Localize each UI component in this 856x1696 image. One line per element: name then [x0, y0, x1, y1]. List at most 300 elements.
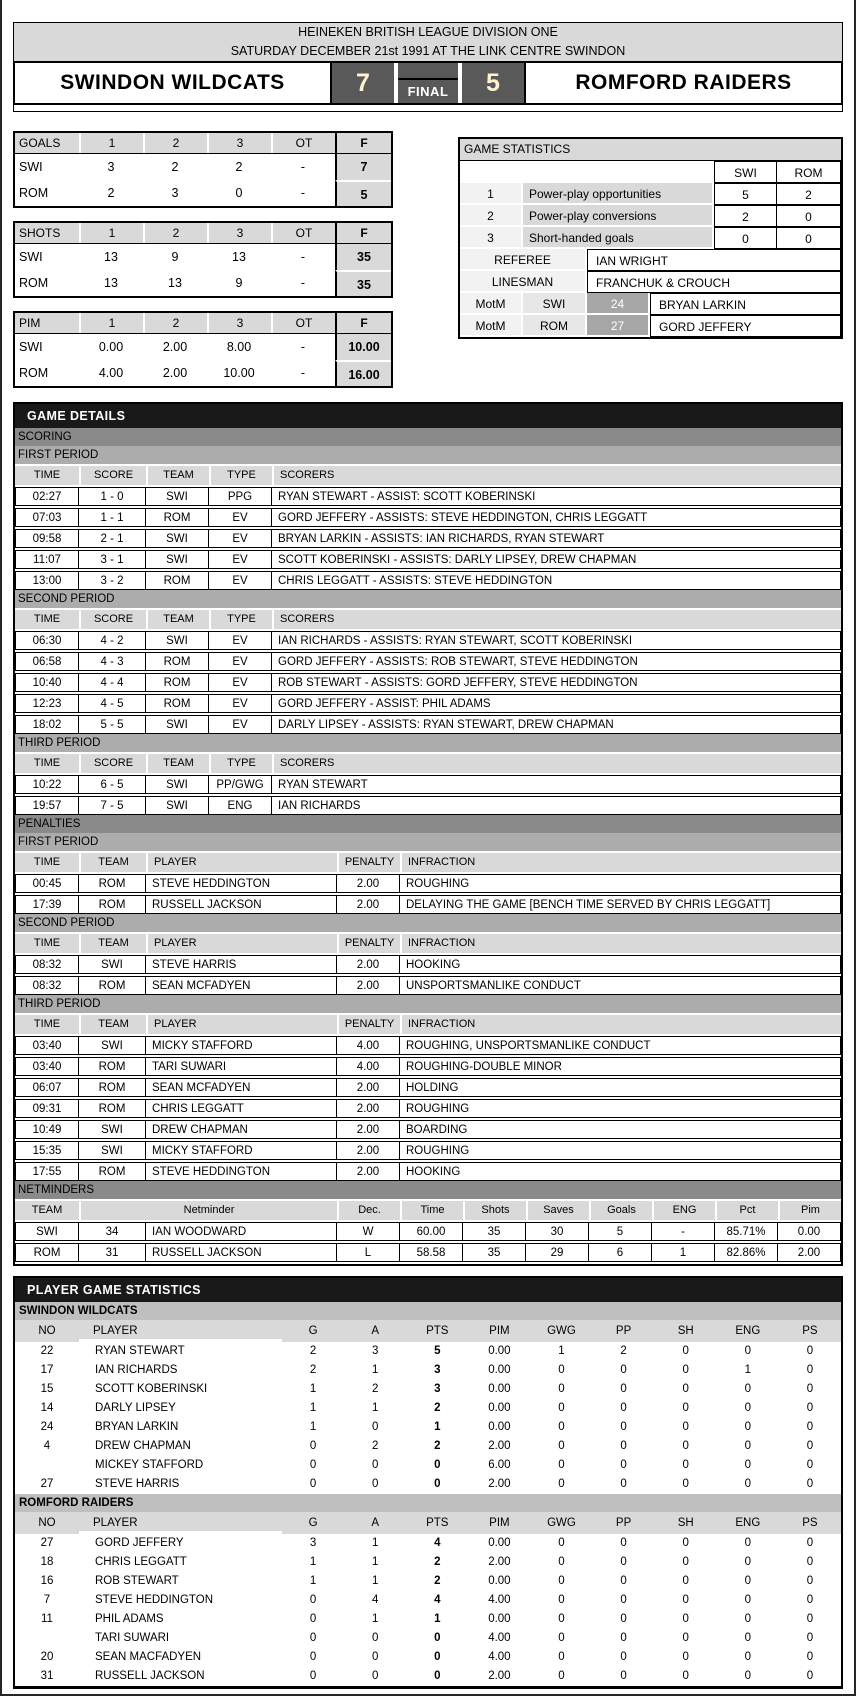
- cell: 35: [463, 1222, 526, 1241]
- stat-cell: 0: [744, 1459, 752, 1471]
- column-header-row: [15, 934, 841, 953]
- header-cell: PTS: [426, 1325, 449, 1337]
- stat-cell: 0.00: [488, 1402, 511, 1414]
- table-row: [15, 694, 841, 713]
- cell: IAN WOODWARD: [146, 1222, 337, 1241]
- header-cell: TYPE: [209, 466, 272, 485]
- cell: EV: [209, 571, 272, 590]
- cell: ROM: [79, 1099, 146, 1118]
- cell: MICKY STAFFORD: [146, 1141, 337, 1160]
- stat-cell: 0: [682, 1364, 689, 1376]
- game-details-title: GAME DETAILS: [15, 404, 841, 428]
- player-statistics-section: [13, 1276, 843, 1689]
- header-cell: A: [371, 1517, 379, 1529]
- period-header: 1: [79, 223, 143, 243]
- final-value: 16.00: [335, 360, 391, 386]
- table-row: [15, 673, 841, 692]
- table-row: [15, 652, 841, 671]
- cell: 4.00: [337, 1036, 400, 1055]
- stat-cell: 1: [371, 1613, 379, 1625]
- stat-cell: 18: [40, 1556, 54, 1568]
- column-header-row: [15, 610, 841, 629]
- cell: SWI: [146, 796, 209, 815]
- stat-label: Power-play conversions: [523, 205, 714, 227]
- stat-cell: 0: [558, 1575, 565, 1587]
- header-cell: PENALTY: [337, 1015, 400, 1034]
- player-row: [15, 1437, 841, 1456]
- team-col-header: SWI: [714, 161, 777, 183]
- stat-cell: 6.00: [488, 1459, 511, 1471]
- stat-cell: 4: [371, 1594, 379, 1606]
- cell: 2.00: [337, 895, 400, 914]
- cell: RUSSELL JACKSON: [146, 1243, 337, 1262]
- team-abbrev: SWI: [19, 340, 43, 354]
- stat-cell: 0: [434, 1651, 441, 1663]
- stat-cell: 22: [40, 1345, 54, 1357]
- summary-header-row: [15, 133, 391, 154]
- stat-value-swi: 2: [714, 205, 777, 227]
- header-cell: Saves: [526, 1201, 589, 1220]
- period-header: OT: [271, 313, 335, 333]
- stat-cell: 0: [371, 1459, 379, 1471]
- stat-cell: 15: [40, 1383, 54, 1395]
- player-name: BRYAN LARKIN: [95, 1421, 179, 1433]
- cell: SWI: [146, 529, 209, 548]
- match-date-venue: SATURDAY DECEMBER 21st 1991 AT THE LINK CENTRE SWINDON: [230, 44, 626, 58]
- player-row: [15, 1475, 841, 1494]
- cell: 4 - 4: [79, 673, 146, 692]
- stat-cell: 0: [434, 1632, 441, 1644]
- table-row: [15, 1078, 841, 1097]
- stat-cell: 7: [43, 1594, 51, 1606]
- header-cell: PLAYER: [146, 934, 337, 953]
- official-name: FRANCHUK & CROUCH: [587, 271, 841, 293]
- header-cell: TIME: [15, 853, 79, 872]
- stat-cell: 1: [371, 1556, 379, 1568]
- cell: ROM: [79, 895, 146, 914]
- stat-cell: 0: [309, 1670, 317, 1682]
- team-abbrev: SWI: [19, 160, 43, 174]
- player-row: [15, 1591, 841, 1610]
- player-name: SEAN MACFADYEN: [95, 1651, 202, 1663]
- table-row: [15, 1036, 841, 1055]
- player-row: [15, 1648, 841, 1667]
- stat-cell: 0.00: [488, 1421, 511, 1433]
- stat-cell: 0: [806, 1440, 814, 1452]
- player-name: RYAN STEWART: [95, 1345, 185, 1357]
- cell: 09:58: [15, 529, 79, 548]
- cell: 17:55: [15, 1162, 79, 1181]
- motm-row: [460, 293, 841, 315]
- game-details-section: [13, 402, 843, 1266]
- header-cell: Pim: [778, 1201, 841, 1220]
- scoreline-row: [13, 62, 843, 105]
- period-header: OT: [271, 223, 335, 243]
- cell: 11:07: [15, 550, 79, 569]
- cell: RUSSELL JACKSON: [146, 895, 337, 914]
- match-header: [13, 22, 843, 112]
- stat-cell: 2: [620, 1345, 627, 1357]
- stat-cell: 0.00: [488, 1575, 511, 1587]
- header-cell: PTS: [426, 1517, 449, 1529]
- summary-table-pim: [13, 311, 393, 388]
- stat-cell: 2: [434, 1556, 441, 1568]
- cell: GORD JEFFERY - ASSIST: PHIL ADAMS: [272, 694, 841, 713]
- header-cell: TEAM: [79, 934, 146, 953]
- stat-cell: 0: [309, 1651, 317, 1663]
- stat-cell: 0: [806, 1670, 814, 1682]
- stat-cell: 0: [744, 1575, 752, 1587]
- netminders-header-row: [15, 1201, 841, 1220]
- stat-cell: 0: [309, 1594, 317, 1606]
- official-name: IAN WRIGHT: [587, 249, 841, 271]
- player-row: [15, 1380, 841, 1399]
- table-row: [15, 895, 841, 914]
- cell: GORD JEFFERY - ASSISTS: STEVE HEDDINGTON, CHRIS LEGGATT: [272, 508, 841, 527]
- stat-cell: 16: [40, 1575, 54, 1587]
- cell: 2.00: [337, 1120, 400, 1139]
- cell: ENG: [209, 796, 272, 815]
- column-header-row: [15, 1015, 841, 1034]
- stat-cell: 0: [744, 1402, 752, 1414]
- column-header-row: [15, 466, 841, 485]
- summary-row: [15, 270, 391, 296]
- stat-cell: 0: [558, 1383, 565, 1395]
- player-row: [15, 1456, 841, 1475]
- header-cell: G: [308, 1325, 318, 1337]
- stat-cell: 20: [40, 1651, 54, 1663]
- header-cell: GWG: [547, 1325, 576, 1337]
- stat-cell: 0: [682, 1613, 689, 1625]
- cell: IAN RICHARDS - ASSISTS: RYAN STEWART, SCOTT KOBERINSKI: [272, 631, 841, 650]
- stat-cell: 0: [744, 1670, 752, 1682]
- period-bar: THIRD PERIOD: [15, 995, 841, 1013]
- stat-cell: 4.00: [488, 1651, 511, 1663]
- cell: 1 - 1: [79, 508, 146, 527]
- final-value: 35: [335, 244, 391, 270]
- motm-label: MotM: [460, 293, 523, 315]
- stat-cell: 0: [682, 1478, 689, 1490]
- stat-cell: 0: [558, 1651, 565, 1663]
- cell: IAN RICHARDS: [272, 796, 841, 815]
- stat-cell: 2: [434, 1402, 441, 1414]
- cell: 29: [526, 1243, 589, 1262]
- stat-cell: 0: [620, 1478, 627, 1490]
- cell: EV: [209, 550, 272, 569]
- stat-cell: 0: [806, 1402, 814, 1414]
- away-team-name: ROMFORD RAIDERS: [524, 63, 841, 103]
- stat-cell: 0: [558, 1440, 565, 1452]
- cell: 09:31: [15, 1099, 79, 1118]
- player-stats-header-row: [15, 1320, 841, 1342]
- stat-cell: 1: [371, 1402, 379, 1414]
- cell: EV: [209, 631, 272, 650]
- team-section-bar: ROMFORD RAIDERS: [15, 1494, 841, 1512]
- header-cell: TYPE: [209, 610, 272, 629]
- stat-cell: 0: [806, 1364, 814, 1376]
- period-value: -: [300, 276, 306, 290]
- game-stats-header-row: [460, 161, 841, 183]
- header-cell: PIM: [489, 1517, 510, 1529]
- cell: ROUGHING, UNSPORTSMANLIKE CONDUCT: [400, 1036, 841, 1055]
- player-row: [15, 1534, 841, 1553]
- header-cell: TIME: [15, 934, 79, 953]
- period-bar: SECOND PERIOD: [15, 914, 841, 932]
- summary-row: [15, 244, 391, 270]
- stat-cell: 0: [682, 1421, 689, 1433]
- header-cell: TIME: [15, 610, 79, 629]
- stat-cell: 17: [40, 1364, 54, 1376]
- stat-cell: 0: [682, 1594, 689, 1606]
- cell: ROM: [79, 1057, 146, 1076]
- header-cell: PP: [615, 1517, 632, 1529]
- stat-cell: 2: [434, 1575, 441, 1587]
- stat-cell: 2: [371, 1440, 379, 1452]
- stat-cell: 0: [620, 1537, 627, 1549]
- player-row: [15, 1342, 841, 1361]
- period-value: 2: [235, 160, 243, 174]
- final-header: F: [335, 313, 391, 333]
- header-cell: TEAM: [146, 754, 209, 773]
- cell: L: [337, 1243, 400, 1262]
- period-header: 2: [143, 313, 207, 333]
- header-cell: SCORERS: [272, 466, 841, 485]
- stat-cell: 0: [558, 1459, 565, 1471]
- cell: 10:49: [15, 1120, 79, 1139]
- stat-cell: 0: [371, 1478, 379, 1490]
- stat-cell: 0: [558, 1421, 565, 1433]
- period-bar: SECOND PERIOD: [15, 590, 841, 608]
- header-cell: SCORE: [79, 754, 146, 773]
- stat-cell: 14: [40, 1402, 54, 1414]
- team-section-bar: SWINDON WILDCATS: [15, 1302, 841, 1320]
- summary-row: [15, 180, 391, 206]
- header-cell: ENG: [735, 1517, 761, 1529]
- period-value: 13: [104, 276, 118, 290]
- stat-cell: 0: [620, 1594, 627, 1606]
- cell: 35: [463, 1243, 526, 1262]
- cell: 2.00: [337, 1099, 400, 1118]
- header-cell: SCORERS: [272, 754, 841, 773]
- cell: 03:40: [15, 1036, 79, 1055]
- official-role: LINESMAN: [460, 271, 587, 293]
- cell: EV: [209, 694, 272, 713]
- cell: HOOKING: [400, 1162, 841, 1181]
- period-header: 3: [207, 133, 271, 153]
- cell: EV: [209, 508, 272, 527]
- period-header: 2: [143, 133, 207, 153]
- stat-cell: 0: [371, 1670, 379, 1682]
- netminders-title: NETMINDERS: [15, 1181, 841, 1199]
- table-row: [15, 571, 841, 590]
- header-cell: PENALTY: [337, 934, 400, 953]
- stat-cell: 1: [309, 1575, 317, 1587]
- stat-cell: 0: [806, 1459, 814, 1471]
- cell: 10:40: [15, 673, 79, 692]
- motm-number: 24: [587, 293, 650, 315]
- official-row: [460, 249, 841, 271]
- cell: DREW CHAPMAN: [146, 1120, 337, 1139]
- summary-label: GOALS: [15, 133, 79, 153]
- stat-cell: 0: [558, 1632, 565, 1644]
- league-title-box: [13, 22, 843, 62]
- stat-cell: 0: [620, 1364, 627, 1376]
- cell: 2.00: [337, 976, 400, 995]
- stat-cell: 0: [558, 1402, 565, 1414]
- player-row: [15, 1610, 841, 1629]
- period-value: 0: [235, 186, 243, 200]
- table-row: [15, 631, 841, 650]
- stat-cell: 27: [40, 1537, 54, 1549]
- cell: 2.00: [778, 1243, 841, 1262]
- stat-cell: 0: [744, 1651, 752, 1663]
- period-header: OT: [271, 133, 335, 153]
- cell: 06:58: [15, 652, 79, 671]
- stat-cell: 2: [434, 1440, 441, 1452]
- stat-value-swi: 0: [714, 227, 777, 249]
- cell: HOLDING: [400, 1078, 841, 1097]
- stat-cell: 2.00: [488, 1556, 511, 1568]
- cell: ROM: [146, 673, 209, 692]
- cell: DARLY LIPSEY - ASSISTS: RYAN STEWART, DREW CHAPMAN: [272, 715, 841, 734]
- column-header-row: [15, 754, 841, 773]
- cell: 3 - 2: [79, 571, 146, 590]
- table-row: [15, 976, 841, 995]
- header-cell: Time: [400, 1201, 463, 1220]
- table-row: [15, 874, 841, 893]
- table-row: [15, 1120, 841, 1139]
- player-name: GORD JEFFERY: [95, 1537, 184, 1549]
- scoring-title: SCORING: [15, 428, 841, 446]
- stat-cell: 24: [40, 1421, 54, 1433]
- player-name: CHRIS LEGGATT: [95, 1556, 187, 1568]
- stat-cell: 0: [806, 1651, 814, 1663]
- player-name: STEVE HEDDINGTON: [95, 1594, 213, 1606]
- player-row: [15, 1629, 841, 1648]
- player-name: DARLY LIPSEY: [95, 1402, 176, 1414]
- home-team-name: SWINDON WILDCATS: [15, 63, 332, 103]
- stat-cell: 3: [434, 1364, 441, 1376]
- top-summary-area: [13, 112, 843, 388]
- cell: 34: [79, 1222, 146, 1241]
- game-stats-title: GAME STATISTICS: [460, 139, 841, 161]
- cell: W: [337, 1222, 400, 1241]
- stat-cell: 0: [806, 1383, 814, 1395]
- cell: 06:30: [15, 631, 79, 650]
- stat-cell: 2.00: [488, 1478, 511, 1490]
- game-status-cell: [398, 63, 458, 103]
- stat-cell: 2.00: [488, 1440, 511, 1452]
- header-cell: TEAM: [15, 1201, 79, 1220]
- cell: SWI: [15, 1222, 79, 1241]
- header-cell: SCORE: [79, 610, 146, 629]
- table-row: [15, 775, 841, 794]
- header-cell: TIME: [15, 1015, 79, 1034]
- stat-cell: 0: [558, 1478, 565, 1490]
- period-value: 13: [168, 276, 182, 290]
- cell: HOOKING: [400, 955, 841, 974]
- header-cell: Shots: [463, 1201, 526, 1220]
- stat-cell: 2: [309, 1364, 317, 1376]
- player-row: [15, 1667, 841, 1686]
- blank-cell: [460, 161, 714, 183]
- official-row: [460, 271, 841, 293]
- final-value: 5: [335, 180, 391, 206]
- cell: RYAN STEWART: [272, 775, 841, 794]
- cell: 07:03: [15, 508, 79, 527]
- stat-cell: 0: [682, 1556, 689, 1568]
- player-row: [15, 1553, 841, 1572]
- cell: EV: [209, 673, 272, 692]
- summary-label: SHOTS: [15, 223, 79, 243]
- header-cell: PLAYER: [79, 1320, 282, 1342]
- stat-cell: 0: [682, 1651, 689, 1663]
- stat-cell: 0: [620, 1632, 627, 1644]
- column-header-row: [15, 853, 841, 872]
- period-value: 2: [171, 160, 179, 174]
- cell: SWI: [79, 1036, 146, 1055]
- cell: 31: [79, 1243, 146, 1262]
- cell: 4 - 2: [79, 631, 146, 650]
- stat-cell: 2: [309, 1345, 317, 1357]
- player-name: DREW CHAPMAN: [95, 1440, 191, 1452]
- stat-cell: 0: [309, 1459, 317, 1471]
- stat-cell: 0: [371, 1421, 379, 1433]
- table-row: [15, 715, 841, 734]
- cell: 2 - 1: [79, 529, 146, 548]
- cell: 85.71%: [715, 1222, 778, 1241]
- stat-cell: 0: [806, 1537, 814, 1549]
- table-row: [15, 955, 841, 974]
- motm-team: ROM: [523, 315, 587, 337]
- cell: ROM: [146, 508, 209, 527]
- cell: 4 - 3: [79, 652, 146, 671]
- stat-cell: 0.00: [488, 1613, 511, 1625]
- stat-cell: 0: [806, 1613, 814, 1625]
- cell: SEAN MCFADYEN: [146, 976, 337, 995]
- stat-cell: 0: [620, 1575, 627, 1587]
- stat-cell: 0: [558, 1364, 565, 1376]
- cell: ROUGHING: [400, 874, 841, 893]
- header-cell: PENALTY: [337, 853, 400, 872]
- cell: 60.00: [400, 1222, 463, 1241]
- table-row: [15, 1141, 841, 1160]
- cell: 18:02: [15, 715, 79, 734]
- header-cell: NO: [38, 1325, 56, 1337]
- stat-cell: 27: [40, 1478, 54, 1490]
- stat-value-rom: 0: [777, 227, 841, 249]
- stat-number: 1: [460, 183, 523, 205]
- header-cell: G: [308, 1517, 318, 1529]
- player-name: ROB STEWART: [95, 1575, 179, 1587]
- summary-label: PIM: [15, 313, 79, 333]
- cell: 2.00: [337, 1078, 400, 1097]
- stat-cell: 0.00: [488, 1383, 511, 1395]
- stat-cell: 1: [371, 1575, 379, 1587]
- player-name: MICKEY STAFFORD: [95, 1459, 204, 1471]
- stat-cell: 0: [806, 1556, 814, 1568]
- stat-cell: 0: [309, 1632, 317, 1644]
- stat-cell: 0: [806, 1632, 814, 1644]
- header-cell: SCORE: [79, 466, 146, 485]
- motm-number: 27: [587, 315, 650, 337]
- period-value: 3: [107, 160, 115, 174]
- header-cell: PIM: [489, 1325, 510, 1337]
- table-row: [15, 1243, 841, 1262]
- stat-cell: 0: [682, 1440, 689, 1452]
- cell: 13:00: [15, 571, 79, 590]
- cell: ROB STEWART - ASSISTS: GORD JEFFERY, STEVE HEDDINGTON: [272, 673, 841, 692]
